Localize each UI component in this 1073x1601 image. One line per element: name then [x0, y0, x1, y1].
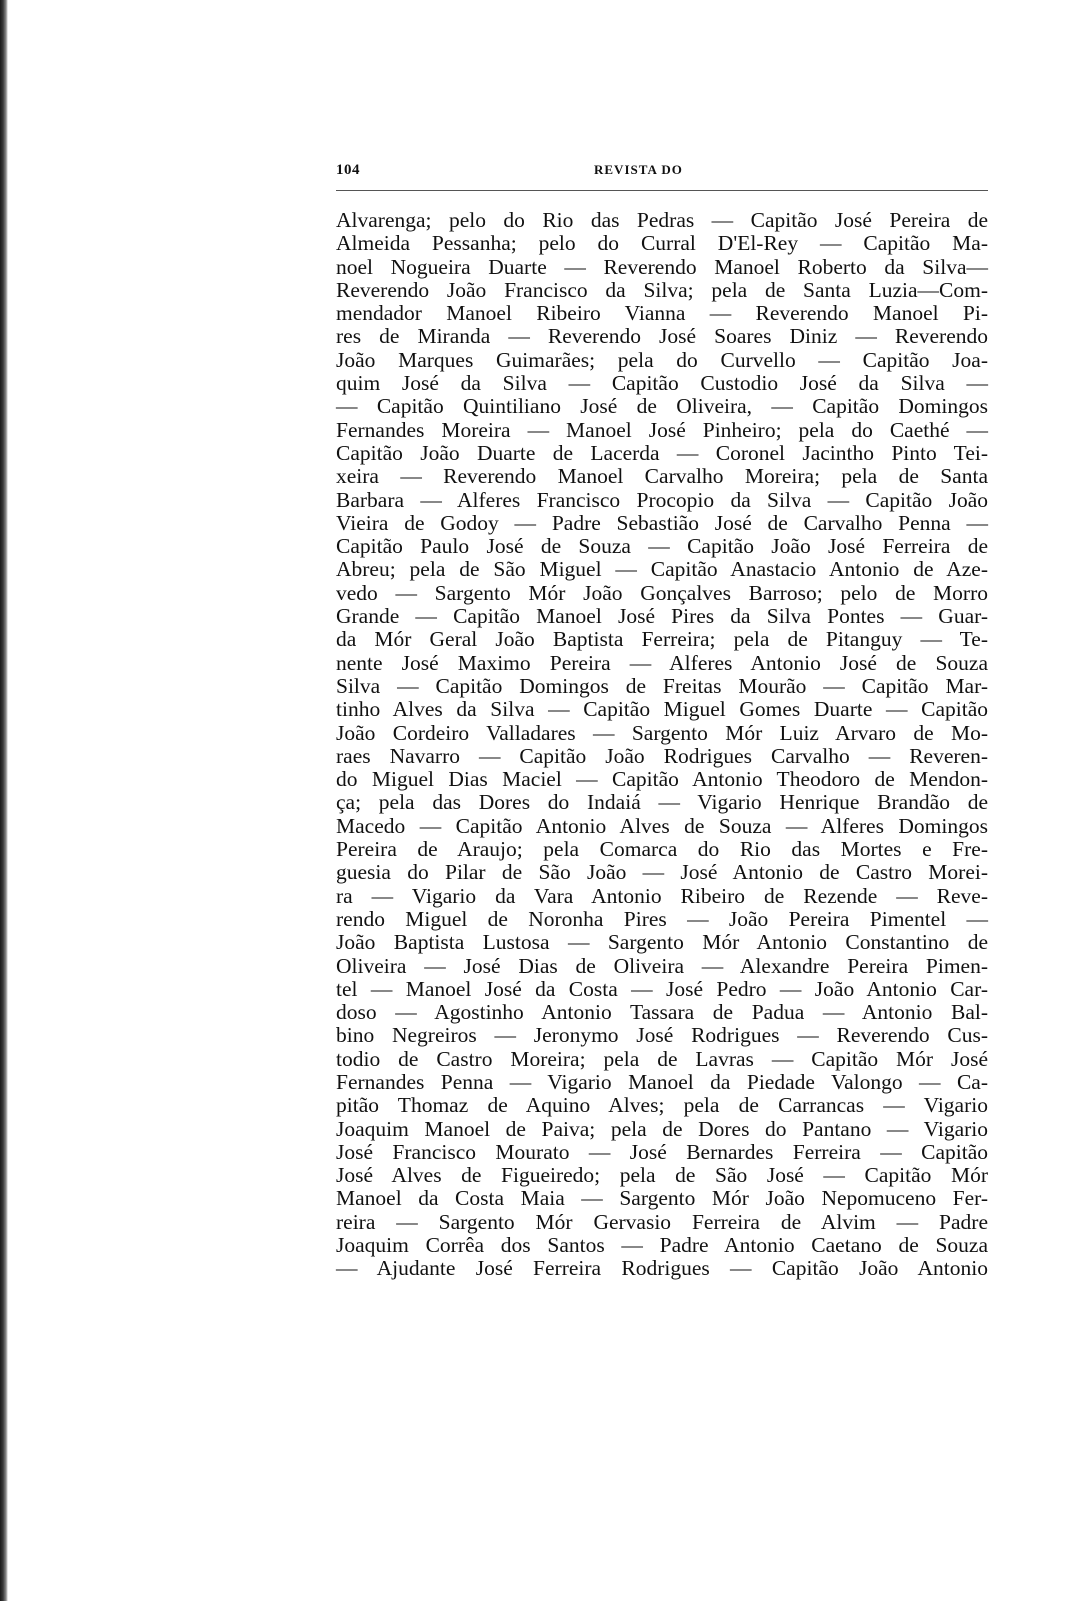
text-line: Oliveira — José Dias de Oliveira — Alexandre Pereira Pimen-: [336, 953, 988, 978]
text-line: tinho Alves da Silva — Capitão Miguel Gomes Duarte — Capitão: [336, 697, 988, 722]
text-line: da Mór Geral João Baptista Ferreira; pela de Pitanguy — Te-: [336, 627, 988, 652]
text-line: pitão Thomaz de Aquino Alves; pela de Carrancas — Vigario: [336, 1093, 988, 1118]
text-line: raes Navarro — Capitão João Rodrigues Carvalho — Reveren-: [336, 743, 988, 768]
text-line: tel — Manoel José da Costa — José Pedro — João Antonio Car-: [336, 976, 988, 1001]
text-line: vedo — Sargento Mór João Gonçalves Barroso; pelo de Morro: [336, 580, 988, 605]
scanned-page-edge: [0, 0, 8, 1601]
text-line: Silva — Capitão Domingos de Freitas Mourão — Capitão Mar-: [336, 673, 988, 698]
text-line: todio de Castro Moreira; pela de Lavras — Capitão Mór José: [336, 1046, 988, 1071]
text-line: xeira — Reverendo Manoel Carvalho Moreira; pela de Santa: [336, 464, 988, 489]
text-line: mendador Manoel Ribeiro Vianna — Reverendo Manoel Pi-: [336, 301, 988, 326]
journal-title: REVISTA DO: [594, 162, 683, 177]
text-line: João Cordeiro Valladares — Sargento Mór Luiz Arvaro de Mo-: [336, 720, 988, 745]
text-line: Grande — Capitão Manoel José Pires da Silva Pontes — Guar-: [336, 604, 988, 629]
text-line: Reverendo João Francisco da Silva; pela de Santa Luzia—Com-: [336, 277, 988, 302]
text-line: José Francisco Mourato — José Bernardes Ferreira — Capitão: [336, 1139, 988, 1164]
text-line: res de Miranda — Reverendo José Soares Diniz — Reverendo: [336, 324, 988, 349]
text-line: rendo Miguel de Noronha Pires — João Pereira Pimentel —: [336, 906, 988, 931]
text-line: nente José Maximo Pereira — Alferes Antonio José de Souza: [336, 650, 988, 675]
text-line: ça; pela das Dores do Indaiá — Vigario Henrique Brandão de: [336, 790, 988, 815]
text-line: quim José da Silva — Capitão Custodio José da Silva —: [336, 371, 988, 396]
text-line: bino Negreiros — Jeronymo José Rodrigues — Reverendo Cus-: [336, 1023, 988, 1048]
text-line: João Marques Guimarães; pela do Curvello — Capitão Joa-: [336, 347, 988, 372]
text-line: Capitão Paulo José de Souza — Capitão João José Ferreira de: [336, 534, 988, 559]
text-line: Abreu; pela de São Miguel — Capitão Anastacio Antonio de Aze-: [336, 557, 988, 582]
text-line: Macedo — Capitão Antonio Alves de Souza — Alferes Domingos: [336, 813, 988, 838]
header-rule: [336, 190, 988, 191]
text-line: — Ajudante José Ferreira Rodrigues — Capitão João Antonio: [336, 1256, 988, 1281]
text-line: Pereira de Araujo; pela Comarca do Rio das Mortes e Fre-: [336, 837, 988, 862]
text-line: do Miguel Dias Maciel — Capitão Antonio Theodoro de Mendon-: [336, 767, 988, 792]
text-line: Alvarenga; pelo do Rio das Pedras — Capitão José Pereira de: [336, 208, 988, 232]
text-line: Almeida Pessanha; pelo do Curral D'El-Rey — Capitão Ma-: [336, 231, 988, 256]
text-line: reira — Sargento Mór Gervasio Ferreira de Alvim — Padre: [336, 1209, 988, 1234]
text-line: Capitão João Duarte de Lacerda — Coronel Jacintho Pinto Tei-: [336, 440, 988, 465]
text-line: guesia do Pilar de São João — José Antonio de Castro Morei-: [336, 860, 988, 885]
text-line: Manoel da Costa Maia — Sargento Mór João Nepomuceno Fer-: [336, 1186, 988, 1211]
text-line: Fernandes Penna — Vigario Manoel da Piedade Valongo — Ca-: [336, 1069, 988, 1094]
running-head: [336, 158, 988, 184]
page-number: 104: [336, 162, 360, 178]
text-line: João Baptista Lustosa — Sargento Mór Antonio Constantino de: [336, 930, 988, 955]
text-line: Fernandes Moreira — Manoel José Pinheiro; pela do Caethé —: [336, 417, 988, 442]
text-line: Joaquim Corrêa dos Santos — Padre Antonio Caetano de Souza: [336, 1233, 988, 1258]
text-line: ra — Vigario da Vara Antonio Ribeiro de Rezende — Reve-: [336, 883, 988, 908]
body-text: [336, 209, 988, 1281]
document-page: [336, 158, 988, 1281]
text-line: — Capitão Quintiliano José de Oliveira, — Capitão Domingos: [336, 394, 988, 419]
text-line: Barbara — Alferes Francisco Procopio da Silva — Capitão João: [336, 487, 988, 512]
text-line: Vieira de Godoy — Padre Sebastião José de Carvalho Penna —: [336, 510, 988, 535]
text-line: noel Nogueira Duarte — Reverendo Manoel Roberto da Silva—: [336, 254, 988, 279]
text-line: doso — Agostinho Antonio Tassara de Padua — Antonio Bal-: [336, 1000, 988, 1025]
text-line: Joaquim Manoel de Paiva; pela de Dores do Pantano — Vigario: [336, 1116, 988, 1141]
text-line: José Alves de Figueiredo; pela de São José — Capitão Mór: [336, 1163, 988, 1188]
